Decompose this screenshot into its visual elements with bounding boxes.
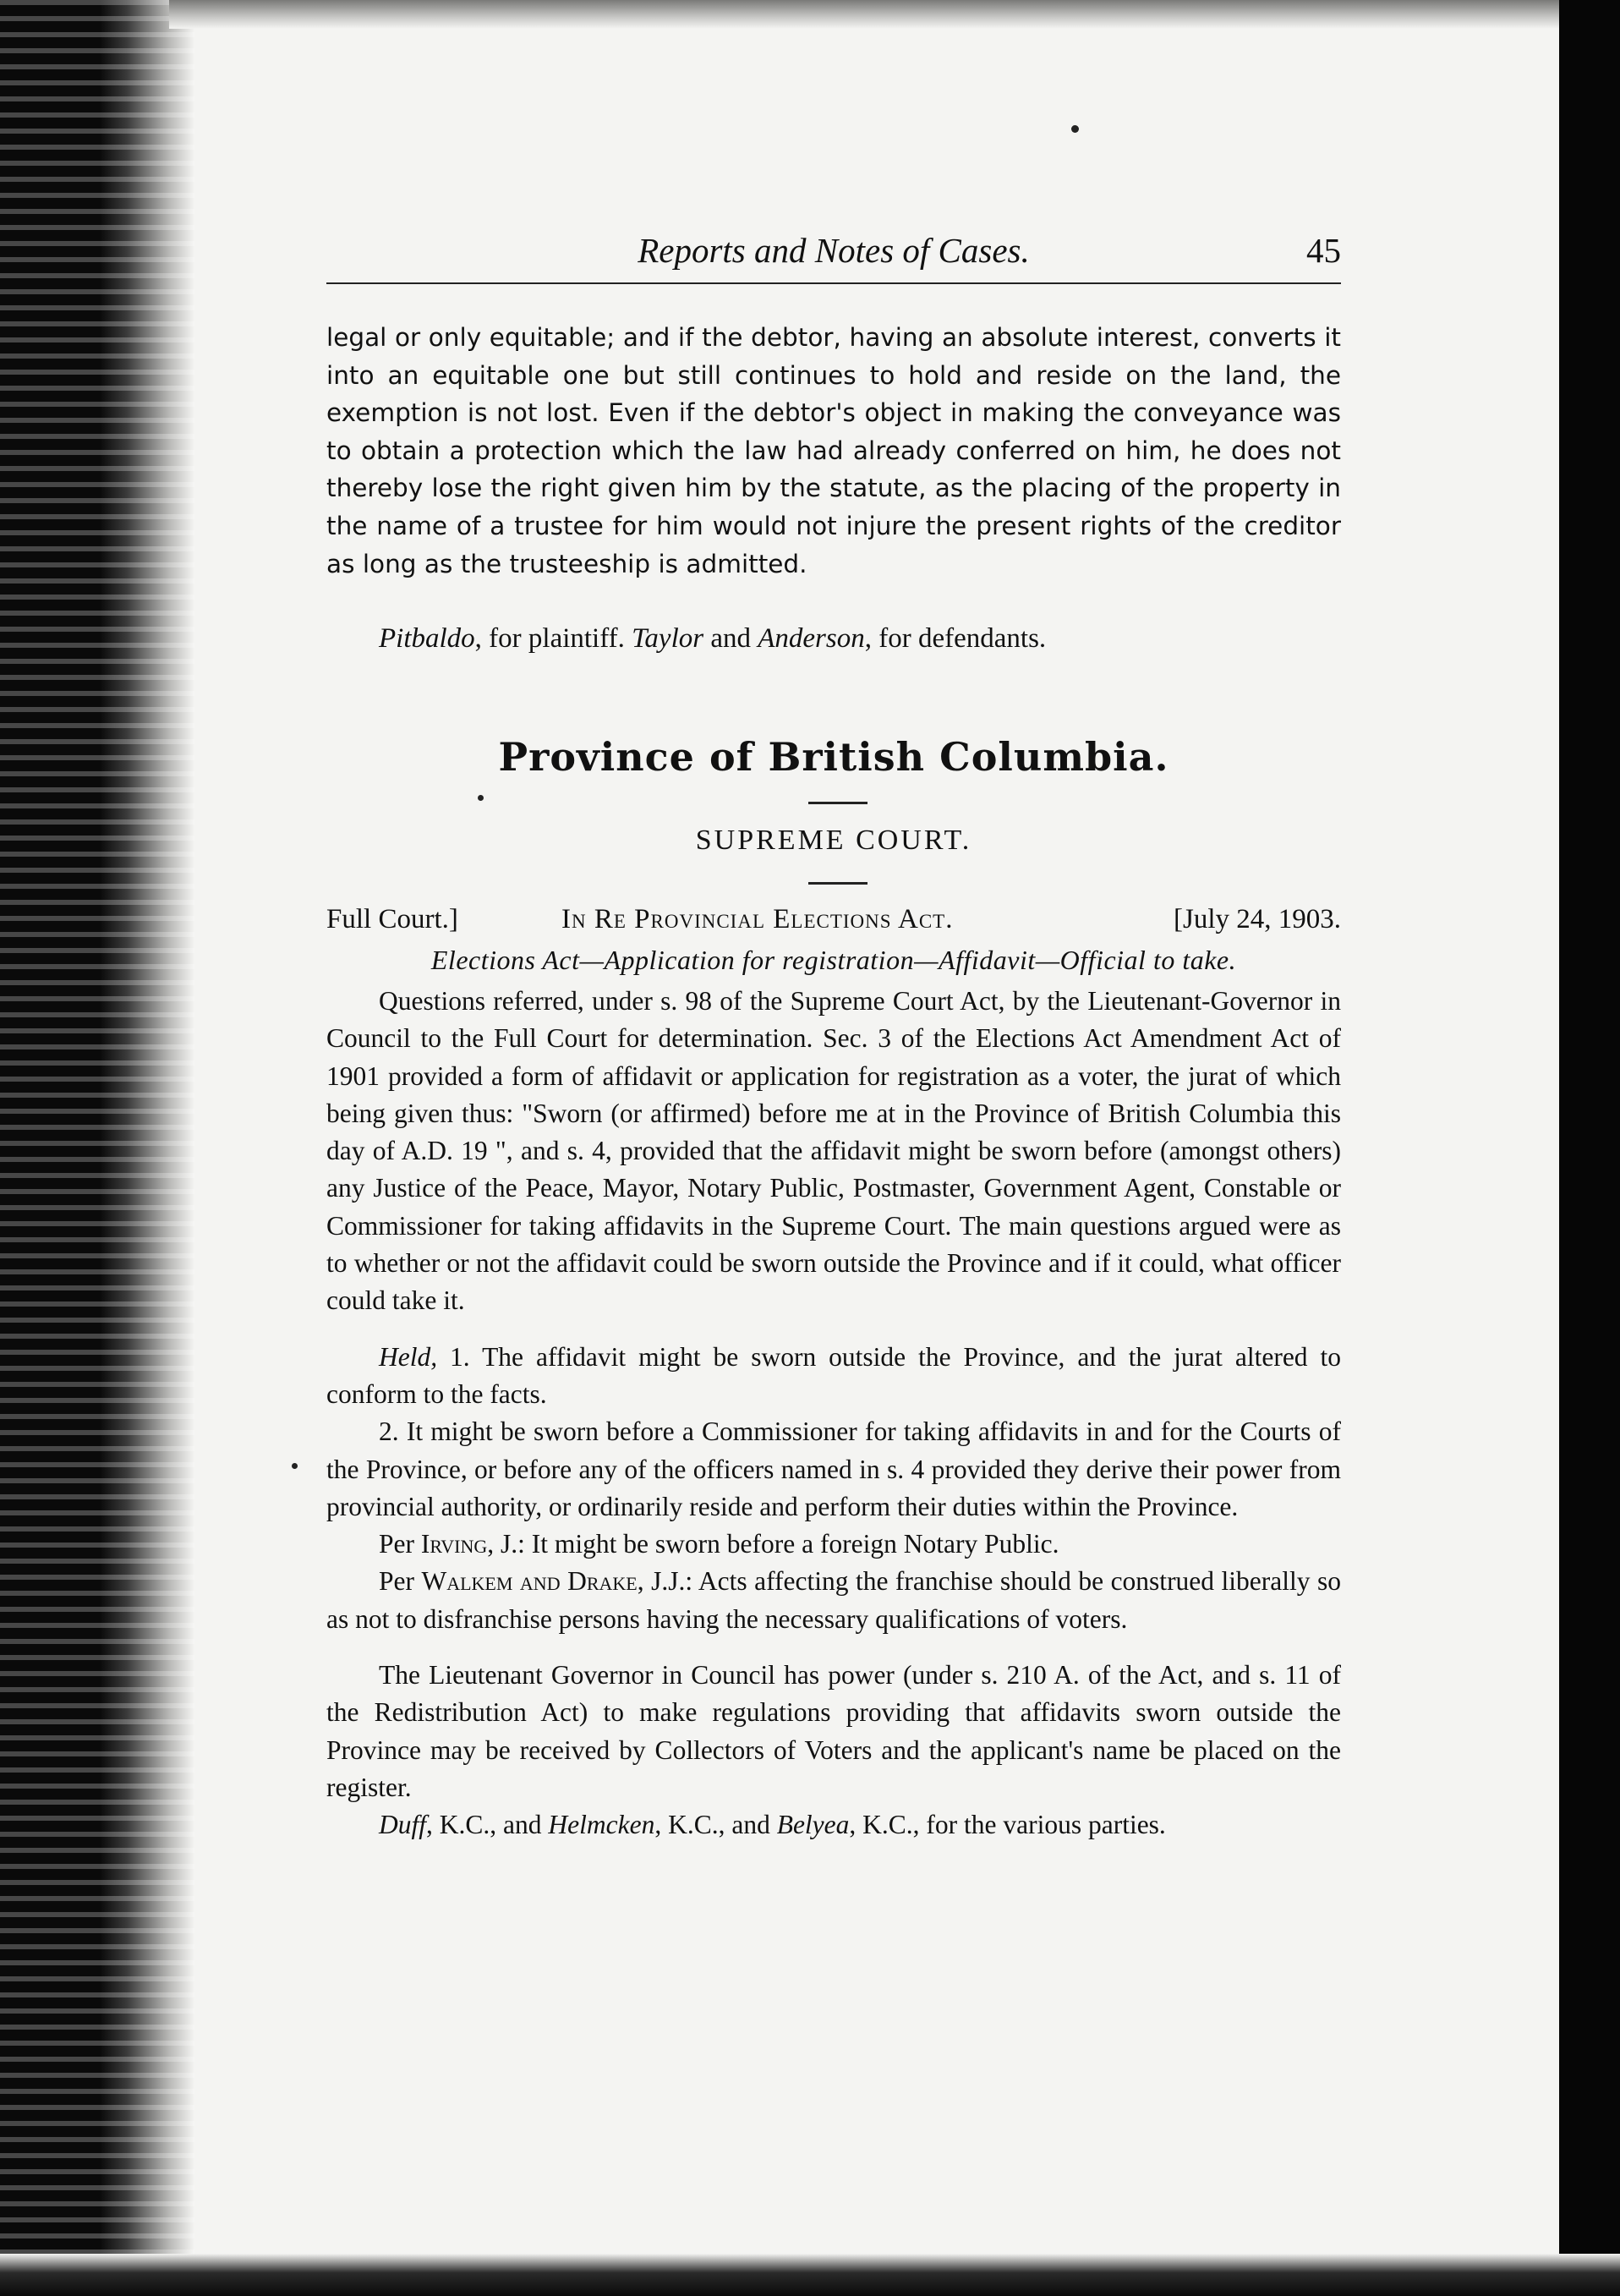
case-catchwords: Elections Act—Application for registration—Affidavit—Official to take. bbox=[430, 945, 1237, 975]
counsel-and: and bbox=[703, 623, 758, 654]
scan-binding-edge bbox=[0, 0, 194, 2296]
per-prefix: Per bbox=[379, 1566, 422, 1597]
defendant-counsel-1: Taylor bbox=[632, 623, 704, 654]
kc-text: , K.C., and bbox=[426, 1810, 549, 1840]
kc-text: , K.C., for the various parties. bbox=[849, 1810, 1166, 1840]
held-text: 1. The affidavit might be sworn outside the Province, and the jurat altered to conform to the facts. bbox=[326, 1341, 1341, 1409]
regulations-paragraph: The Lieutenant Governor in Council has power (under s. 210 A. of the Act, and s. 11 of the Redistribution Act) to make regulations providing that affidavits sworn outside the Province may be received by Collectors of Voters and the applicant's name be placed on the register. bbox=[326, 1660, 1341, 1802]
defendant-counsel-2: Anderson bbox=[758, 623, 865, 654]
per-walkem-drake-text: , J.J.: Acts affecting the franchise should be construed liberally so as not to disfranchise persons having the necessary qualifications of voters. bbox=[326, 1566, 1341, 1634]
counsel-paragraph bbox=[326, 1806, 1341, 1844]
scan-top-edge bbox=[169, 0, 1569, 29]
short-rule bbox=[808, 882, 867, 885]
court-heading: SUPREME COURT. bbox=[695, 825, 972, 856]
running-head bbox=[326, 230, 1341, 281]
per-walkem-drake-paragraph bbox=[326, 1563, 1341, 1638]
judge-irving: Irving bbox=[420, 1529, 488, 1559]
ink-speck bbox=[292, 1463, 298, 1469]
plaintiff-role: , for plaintiff. bbox=[474, 623, 625, 654]
held-paragraph bbox=[326, 1339, 1341, 1414]
held-point-2: 2. It might be sworn before a Commissioner for taking affidavits in and for the Courts of the Province, or before any of the officers named in s. 4 provided they derive their power from provincial authority, or ordinarily reside and perform their duties within the Province. bbox=[326, 1417, 1341, 1521]
ink-speck bbox=[1071, 125, 1079, 133]
case-court: Full Court.] bbox=[326, 904, 458, 934]
plaintiff-counsel: Pitbaldo bbox=[379, 623, 475, 654]
judges-walkem-drake: Walkem and Drake bbox=[421, 1566, 638, 1597]
kc-text: , K.C., and bbox=[654, 1810, 777, 1840]
case-date: [July 24, 1903. bbox=[1174, 904, 1341, 934]
counsel-belyea: Belyea bbox=[776, 1810, 850, 1840]
page-number: 45 bbox=[1306, 231, 1341, 270]
counsel-helmcken: Helmcken bbox=[548, 1810, 655, 1840]
facts-paragraph: Questions referred, under s. 98 of the Supreme Court Act, by the Lieutenant-Governor in Council to the Full Court for determination. Sec. 3 of the Elections Act Amendment Act of 1901 provided a form of affidavit or application for registration as a voter, the jurat of which being given thus: "Sworn (or affirmed) before me at in the Province of British Columbia this day of A.D. 19 ", and s. 4, provided that the affidavit might be sworn before (amongst others) any Justice of the Peace, Mayor, Notary Public, Postmaster, Government Agent, Constable or Commissioner for taking affidavits in the Supreme Court. The main questions argued were as to whether or not the affidavit could be sworn outside the Province and if it could, what officer could take it. bbox=[326, 986, 1341, 1316]
per-irving-text: , J.: It might be sworn before a foreign Notary Public. bbox=[487, 1529, 1059, 1559]
case-body bbox=[326, 983, 1341, 1844]
counsel-duff: Duff bbox=[379, 1810, 427, 1840]
short-rule bbox=[808, 802, 867, 804]
per-prefix: Per bbox=[379, 1529, 421, 1559]
header-rule bbox=[326, 282, 1341, 284]
scan-right-edge bbox=[1559, 0, 1620, 2296]
defendant-role: , for defendants. bbox=[864, 623, 1047, 654]
province-heading: Province of British Columbia. bbox=[498, 734, 1169, 780]
ink-speck bbox=[478, 795, 484, 801]
running-title: Reports and Notes of Cases. bbox=[638, 231, 1030, 270]
case-line bbox=[326, 904, 1341, 941]
intro-paragraph: legal or only equitable; and if the debtor, having an absolute interest, converts it into an equitable one but still continues to hold and reside on the land, the exemption is not lost. Even if the debtor's object in making the conveyance was to obtain a protection which the law had already conferred on him, he does not thereby lose the right given him by the statute, as the placing of the property in the name of a trustee for him would not injure the present rights of the creditor as long as the trusteeship is admitted. bbox=[326, 323, 1341, 578]
case-title: In Re Provincial Elections Act. bbox=[561, 904, 954, 934]
held-label: Held, bbox=[379, 1341, 438, 1372]
scan-bottom-edge bbox=[0, 2254, 1620, 2296]
intro-counsel-line bbox=[379, 620, 1341, 657]
per-irving-paragraph bbox=[326, 1526, 1341, 1563]
